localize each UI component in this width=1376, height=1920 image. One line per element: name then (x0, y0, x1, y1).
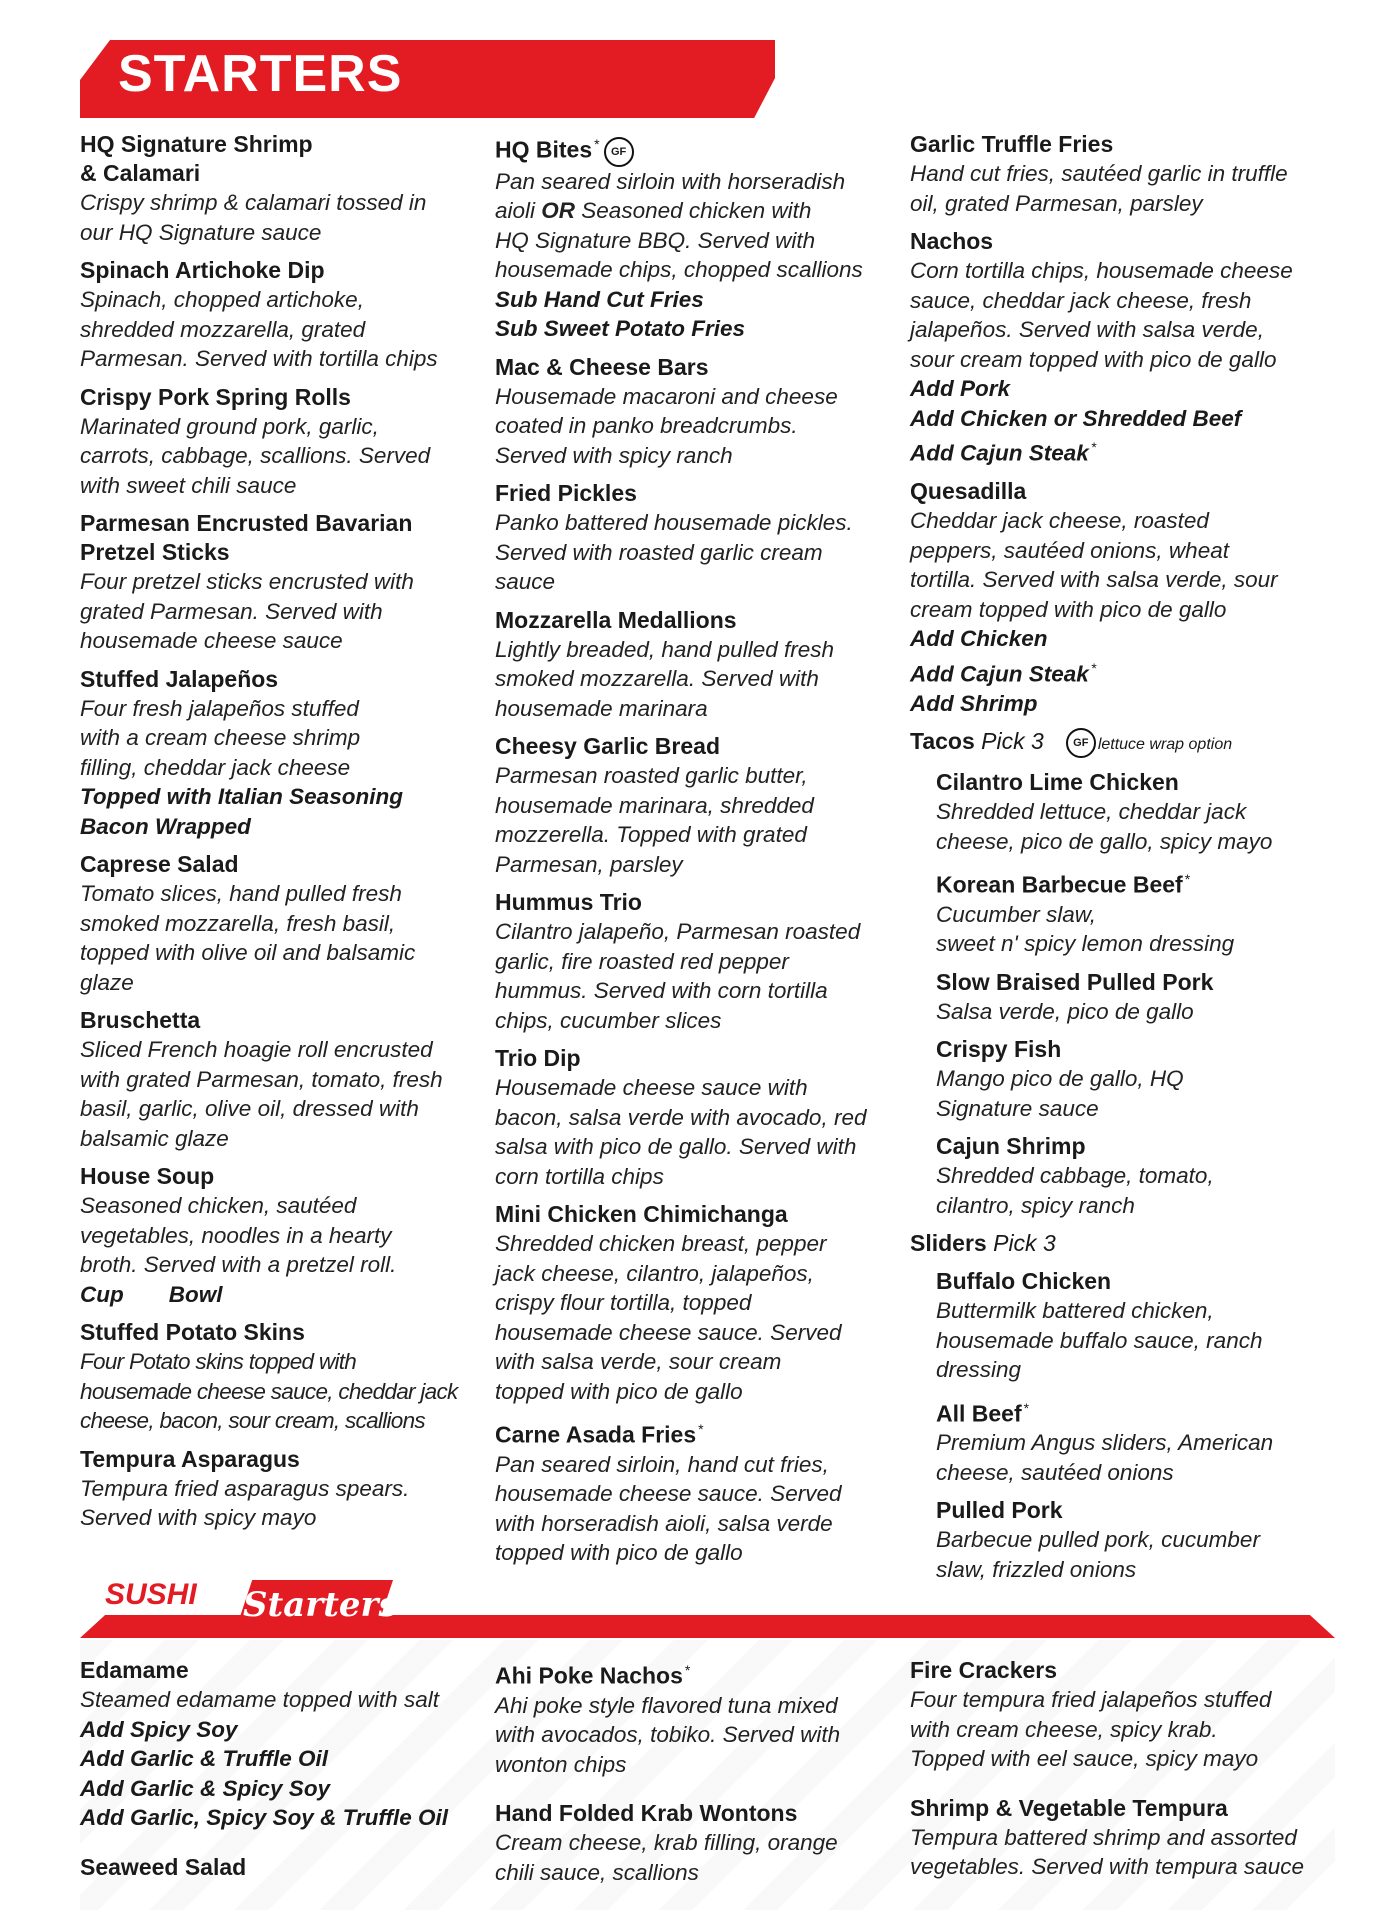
menu-item-pulled-pork-slider (936, 1496, 1330, 1584)
item-desc: sour cream topped with pico de gallo (910, 346, 1277, 372)
item-desc: our HQ Signature sauce (80, 219, 322, 245)
soup-sizes (80, 1280, 480, 1310)
item-name: Korean Barbecue Beef * (936, 871, 1191, 898)
menu-item-carne-asada-fries (495, 1415, 900, 1568)
item-desc: Shredded lettuce, cheddar jack (936, 799, 1247, 824)
item-desc: oil, grated Parmesan, parsley (910, 190, 1203, 216)
item-desc: Signature sauce (936, 1095, 1099, 1121)
item-name: Carne Asada Fries * (495, 1421, 704, 1448)
item-desc: salsa with pico de gallo. Served with (495, 1134, 857, 1160)
menu-item-mac-cheese-bars (495, 353, 900, 471)
item-name: Cheesy Garlic Bread (495, 733, 721, 760)
item-name: Pulled Pork (936, 1497, 1063, 1524)
item-desc: slaw, frizzled onions (936, 1556, 1137, 1582)
item-desc: with avocados, tobiko. Served with (495, 1722, 841, 1748)
item-desc: Steamed edamame topped with salt (80, 1687, 439, 1712)
gluten-free-icon: GF (1066, 728, 1096, 758)
item-desc: vegetables. Served with tempura sauce (910, 1854, 1304, 1879)
item-name: Tempura Asparagus (80, 1445, 300, 1472)
menu-item-edamame (80, 1656, 480, 1833)
item-desc: carrots, cabbage, scallions. Served (80, 443, 431, 468)
item-desc: Barbecue pulled pork, cucumber (936, 1527, 1260, 1553)
item-addon: Add Garlic, Spicy Soy & Truffle Oil (80, 1805, 449, 1830)
item-name: Caprese Salad (80, 851, 239, 877)
item-desc: Seasoned chicken, sautéed (80, 1193, 357, 1218)
item-desc: peppers, sautéed onions, wheat (910, 537, 1229, 563)
item-desc: Spinach, chopped artichoke, (80, 287, 364, 312)
item-name: Fried Pickles (495, 480, 637, 507)
item-desc: cheese, pico de gallo, spicy mayo (936, 828, 1273, 854)
item-desc: Pan seared sirloin, hand cut fries, (495, 1451, 829, 1477)
item-desc: smoked mozzarella. Served with (495, 666, 819, 692)
item-desc: chips, cucumber slices (495, 1007, 722, 1033)
item-desc: Housemade cheese sauce with (495, 1075, 808, 1101)
item-desc: housemade cheese sauce. Served (495, 1319, 842, 1345)
menu-item-quesadilla (910, 477, 1330, 718)
item-desc: Lightly breaded, hand pulled fresh (495, 636, 834, 662)
item-desc: coated in panko breadcrumbs. (495, 413, 798, 439)
sushi-column-1 (80, 1656, 480, 1891)
menu-item-all-beef (936, 1394, 1330, 1488)
item-addon: Add Chicken or Shredded Beef (910, 405, 1242, 431)
item-name: Seaweed Salad (80, 1853, 247, 1880)
item-addon: Add Spicy Soy (80, 1716, 238, 1742)
item-desc: topped with pico de gallo (495, 1540, 743, 1566)
item-desc: Parmesan roasted garlic butter, (495, 763, 808, 789)
menu-item-fried-pickles (495, 479, 900, 597)
item-desc: cream topped with pico de gallo (910, 596, 1227, 622)
item-desc: Pan seared sirloin with horseradish (495, 168, 846, 194)
item-desc: Parmesan, parsley (495, 851, 683, 877)
item-desc: sweet n' spicy lemon dressing (936, 931, 1235, 957)
item-name: Spinach Artichoke Dip (80, 257, 325, 283)
sushi-column-3 (910, 1656, 1330, 1891)
item-addon: Add Garlic & Spicy Soy (80, 1775, 331, 1801)
item-name: All Beef * (936, 1399, 1030, 1427)
item-desc: HQ Signature BBQ. Served with (495, 227, 816, 253)
section-heading: Sliders Pick 3 (910, 1230, 1056, 1257)
column-1 (80, 130, 480, 1542)
menu-item-fire-crackers (910, 1656, 1330, 1774)
menu-item-house-soup (80, 1162, 480, 1309)
item-name: Nachos (910, 228, 994, 254)
item-desc: with a cream cheese shrimp (80, 725, 361, 750)
page-title: STARTERS (118, 45, 403, 103)
item-addon: Add Pork (910, 376, 1011, 401)
item-desc: Topped with eel sauce, spicy mayo (910, 1746, 1259, 1771)
item-desc: bacon, salsa verde with avocado, red (495, 1104, 867, 1130)
item-desc: Crispy shrimp & calamari tossed in (80, 190, 427, 215)
item-desc: housemade cheese sauce (80, 628, 343, 653)
menu-item-shrimp-calamari (80, 130, 480, 247)
sushi-column-2 (495, 1656, 900, 1896)
item-desc: cheese, sautéed onions (936, 1459, 1174, 1485)
asterisk: * (594, 136, 600, 152)
item-name: Buffalo Chicken (936, 1268, 1112, 1295)
item-desc: balsamic glaze (80, 1125, 229, 1151)
menu-item-cheesy-garlic-bread (495, 732, 900, 879)
menu-item-buffalo-chicken (936, 1267, 1330, 1385)
item-desc: Corn tortilla chips, housemade cheese (910, 258, 1293, 283)
item-name: Parmesan Encrusted Bavarian (80, 510, 413, 536)
item-desc: Tempura fried asparagus spears. (80, 1475, 410, 1501)
item-name: House Soup (80, 1163, 215, 1189)
item-addon: Add Garlic & Truffle Oil (80, 1746, 328, 1771)
menu-item-slow-braised-pork (936, 968, 1330, 1027)
item-desc: broth. Served with a pretzel roll. (80, 1252, 397, 1277)
item-desc: Cucumber slaw, (936, 901, 1097, 927)
item-desc: Housemade macaroni and cheese (495, 383, 838, 409)
menu-item-shrimp-veg-tempura (910, 1794, 1330, 1882)
item-addon: Sub Hand Cut Fries (495, 286, 704, 312)
menu-item-krab-wontons (495, 1799, 900, 1887)
item-desc: corn tortilla chips (495, 1163, 664, 1189)
item-desc: sauce, cheddar jack cheese, fresh (910, 287, 1252, 313)
item-desc: Tempura battered shrimp and assorted (910, 1824, 1297, 1850)
item-desc: housemade buffalo sauce, ranch (936, 1327, 1263, 1353)
column-2 (495, 130, 900, 1577)
menu-item-pretzel-sticks (80, 509, 480, 656)
item-desc: housemade marinara (495, 695, 708, 721)
menu-item-spinach-dip (80, 256, 480, 374)
item-desc: with horseradish aioli, salsa verde (495, 1510, 833, 1536)
menu-item-cajun-shrimp (936, 1132, 1330, 1220)
item-addon: Sub Sweet Potato Fries (495, 316, 746, 342)
item-desc: mozzerella. Topped with grated (495, 822, 807, 848)
menu-item-crispy-fish (936, 1035, 1330, 1123)
item-name: Stuffed Potato Skins (80, 1319, 305, 1345)
menu-item-korean-bbq-beef (936, 865, 1330, 959)
item-name: Ahi Poke Nachos * (495, 1662, 691, 1689)
item-desc: topped with olive oil and balsamic (80, 940, 416, 965)
item-name: Cajun Shrimp (936, 1133, 1086, 1160)
item-desc: with salsa verde, sour cream (495, 1349, 782, 1375)
item-desc: sauce (495, 569, 556, 595)
item-desc: Ahi poke style flavored tuna mixed (495, 1692, 838, 1718)
item-desc: tortilla. Served with salsa verde, sour (910, 567, 1278, 592)
item-addon: Bacon Wrapped (80, 813, 251, 839)
item-desc: Hand cut fries, sautéed garlic in truffle (910, 161, 1288, 186)
item-desc: Parmesan. Served with tortilla chips (80, 346, 438, 371)
item-desc: housemade chips, chopped scallions (495, 257, 863, 283)
item-desc: cilantro, spicy ranch (936, 1192, 1135, 1218)
column-3 (910, 130, 1330, 1593)
item-name: Pretzel Sticks (80, 539, 230, 565)
menu-item-bruschetta (80, 1006, 480, 1153)
asterisk: * (698, 1421, 704, 1438)
item-desc: crispy flour tortilla, topped (495, 1290, 752, 1316)
item-desc: Four fresh jalapeños stuffed (80, 695, 359, 721)
item-desc: aioli OR Seasoned chicken with (495, 198, 812, 224)
menu-item-nachos (910, 227, 1330, 468)
item-desc: Shredded cabbage, tomato, (936, 1163, 1214, 1189)
item-desc: garlic, fire roasted red pepper (495, 948, 789, 974)
size-cup: Cup (80, 1281, 124, 1307)
item-desc: housemade cheese sauce, cheddar jack (80, 1378, 458, 1404)
menu-item-ahi-poke-nachos (495, 1656, 900, 1779)
item-desc: Salsa verde, pico de gallo (936, 998, 1194, 1024)
item-desc: Cilantro jalapeño, Parmesan roasted (495, 919, 861, 945)
item-desc: wonton chips (495, 1751, 627, 1777)
item-desc: dressing (936, 1357, 1022, 1383)
item-addon: Add Cajun Steak * (910, 439, 1097, 466)
item-desc: Sliced French hoagie roll encrusted (80, 1037, 433, 1062)
item-desc: vegetables, noodles in a hearty (80, 1222, 392, 1248)
item-name: Mozzarella Medallions (495, 606, 737, 633)
menu-item-mini-chimichanga (495, 1200, 900, 1406)
menu-item-hq-bites (495, 130, 900, 344)
gluten-free-icon: GF (604, 137, 634, 167)
menu-item-trio-dip (495, 1044, 900, 1191)
item-addon: Add Chicken (910, 626, 1048, 651)
item-desc: shredded mozzarella, grated (80, 316, 366, 342)
item-desc: Served with spicy ranch (495, 442, 733, 468)
item-desc: jack cheese, cilantro, jalapeños, (495, 1260, 814, 1286)
item-addon: Topped with Italian Seasoning (80, 784, 403, 809)
item-name: Shrimp & Vegetable Tempura (910, 1794, 1228, 1821)
item-name: Quesadilla (910, 478, 1027, 504)
item-name: Hummus Trio (495, 889, 642, 916)
item-desc: grated Parmesan. Served with (80, 598, 383, 624)
item-name: Cilantro Lime Chicken (936, 769, 1179, 795)
item-desc: cheese, bacon, sour cream, scallions (80, 1408, 425, 1433)
item-name: HQ Bites * GF (495, 130, 900, 167)
item-name: Garlic Truffle Fries (910, 131, 1114, 157)
menu-item-mozzarella-medallions (495, 606, 900, 724)
item-desc: topped with pico de gallo (495, 1378, 743, 1404)
item-desc: Cream cheese, krab filling, orange (495, 1830, 838, 1856)
item-desc: Panko battered housemade pickles. (495, 510, 853, 536)
item-desc: Premium Angus sliders, American (936, 1430, 1274, 1456)
menu-item-seaweed-salad (80, 1853, 480, 1882)
item-name: Trio Dip (495, 1045, 581, 1072)
menu-section-tacos (910, 727, 1330, 759)
item-desc: jalapeños. Served with salsa verde, (910, 317, 1264, 342)
menu-item-hummus-trio (495, 888, 900, 1035)
item-desc: housemade marinara, shredded (495, 792, 814, 818)
item-desc: Served with roasted garlic cream (495, 539, 823, 565)
item-desc: filling, cheddar jack cheese (80, 754, 351, 780)
item-desc: chili sauce, scallions (495, 1859, 699, 1885)
item-name: Edamame (80, 1657, 189, 1683)
item-name: Mac & Cheese Bars (495, 353, 709, 380)
menu-item-caprese-salad (80, 850, 480, 997)
item-desc: Tomato slices, hand pulled fresh (80, 881, 402, 906)
item-name: Crispy Fish (936, 1036, 1062, 1063)
item-desc: hummus. Served with corn tortilla (495, 978, 828, 1004)
menu-section-sliders (910, 1229, 1330, 1258)
item-desc: smoked mozzarella, fresh basil, (80, 910, 396, 936)
item-desc: Shredded chicken breast, pepper (495, 1231, 827, 1257)
item-desc: Four Potato skins topped with (80, 1349, 357, 1374)
item-desc: Marinated ground pork, garlic, (80, 413, 379, 439)
menu-item-cilantro-lime-chicken (936, 768, 1330, 856)
item-desc: housemade cheese sauce. Served (495, 1481, 842, 1507)
item-desc: Four tempura fried jalapeños stuffed (910, 1687, 1272, 1712)
menu-item-stuffed-jalapenos (80, 665, 480, 842)
item-desc: with cream cheese, spicy krab. (910, 1716, 1218, 1742)
item-desc: Four pretzel sticks encrusted with (80, 569, 414, 594)
item-name: Crispy Pork Spring Rolls (80, 383, 351, 410)
item-name: Stuffed Jalapeños (80, 665, 279, 692)
section-heading: Tacos Pick 3 GF lettuce wrap option (910, 727, 1330, 759)
menu-item-spring-rolls (80, 383, 480, 501)
item-name: Hand Folded Krab Wontons (495, 1800, 798, 1827)
item-desc: basil, garlic, olive oil, dressed with (80, 1096, 419, 1121)
item-desc: glaze (80, 969, 134, 995)
item-addon: Add Cajun Steak * (910, 659, 1097, 686)
item-desc: Mango pico de gallo, HQ (936, 1066, 1184, 1092)
menu-item-garlic-truffle-fries (910, 130, 1330, 218)
item-desc: Served with spicy mayo (80, 1505, 317, 1530)
item-desc: with grated Parmesan, tomato, fresh (80, 1066, 443, 1092)
item-desc: Cheddar jack cheese, roasted (910, 508, 1209, 533)
size-bowl: Bowl (168, 1281, 223, 1307)
item-name: Fire Crackers (910, 1657, 1058, 1683)
item-addon: Add Shrimp (910, 690, 1038, 716)
item-desc: with sweet chili sauce (80, 472, 297, 498)
item-name: Mini Chicken Chimichanga (495, 1201, 788, 1228)
item-name: Slow Braised Pulled Pork (936, 968, 1214, 995)
item-name: HQ Signature Shrimp (80, 131, 313, 157)
item-name: & Calamari (80, 160, 201, 186)
item-desc: Buttermilk battered chicken, (936, 1298, 1214, 1324)
menu-item-potato-skins (80, 1318, 480, 1436)
menu-item-tempura-asparagus (80, 1445, 480, 1533)
item-name: Bruschetta (80, 1007, 201, 1033)
sushi-heading: SUSHI (105, 1578, 197, 1611)
starters-script-heading: Starters (243, 1585, 398, 1625)
